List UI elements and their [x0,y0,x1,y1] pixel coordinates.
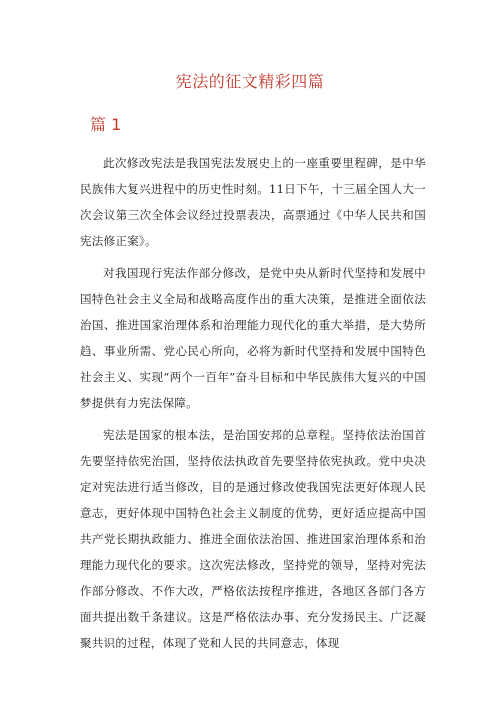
paragraph-1: 此次修改宪法是我国宪法发展史上的一座重要里程碑，是中华民族伟大复兴进程中的历史性时刻。11日下午，十三届全国人大一次会议第三次全体会议经过投票表决，高票通过《中华人民共和国宪法修正案》。 [80,156,426,248]
document-title: 宪法的征文精彩四篇 [175,72,325,91]
paragraph-2: 对我国现行宪法作部分修改，是党中央从新时代坚持和发展中国特色社会主义全局和战略高度作出的重大决策，是推进全面依法治国、推进国家治理体系和治理能力现代化的重大举措，是大势所趋、事业所需、党心民心所向，必将为新时代坚持和发展中国特色社会主义、实现“两个一百年”奋斗目标和中华民族伟大复兴的中国梦提供有力宪法保障。 [80,266,426,410]
document-body [80,150,426,662]
section-heading: 篇 1 [90,115,122,134]
paragraph-3: 宪法是国家的根本法，是治国安邦的总章程。坚持依法治国首先要坚持依宪治国，坚持依法执政首先要坚持依宪执政。党中央决定对宪法进行适当修改，目的是通过修改使我国宪法更好体现人民意志，更好体现中国特色社会主义制度的优势，更好适应提高中国共产党长期执政能力、推进全面依法治国、推进国家治理体系和治理能力现代化的要求。这次宪法修改，坚持党的领导，坚持对宪法作部分修改、不作大改，严格依法按程序推进，各地区各部门各方面共提出数千条建议。这是严格依法办事、充分发扬民主、广泛凝聚共识的过程，体现了党和人民的共同意志，体现 [80,428,426,650]
